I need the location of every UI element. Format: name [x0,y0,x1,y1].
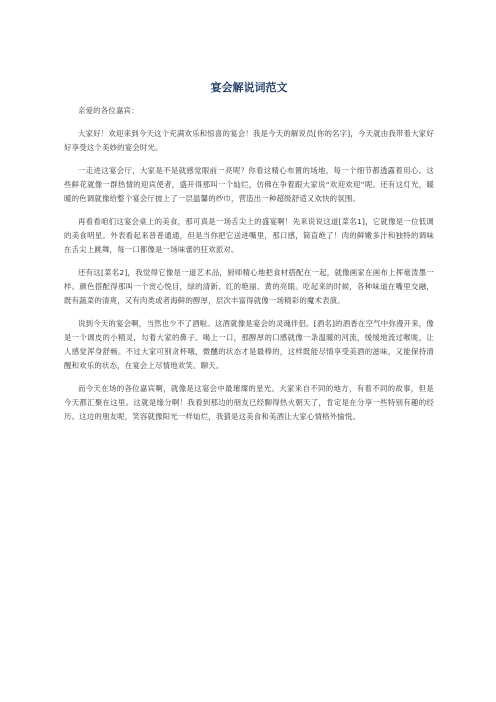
document-title: 宴会解说词范文 [210,81,288,94]
welcome-paragraph: 大家好！欢迎来到今天这个充满欢乐和惊喜的宴会！我是今天的解说员[你的名字]，今天就由我带着大家好好享受这个美妙的宴会时光。 [64,129,434,152]
document-page [64,80,434,433]
dish-paragraph: 还有这[菜名2]，我觉得它像是一道艺术品，厨师精心地把食材搭配在一起，就像画家在画布上挥毫泼墨一样。颜色搭配得那叫一个赏心悦目，绿的清新、红的艳丽、黄的亮眼。吃起来的时候，各种味道在嘴里交融，既有蔬菜的清爽，又有肉类或者海鲜的醇厚，层次丰富得就像一场精彩的魔术表演。 [64,268,434,305]
food-paragraph: 再看看咱们这宴会桌上的美食，那可真是一场舌尖上的盛宴啊！先来说说这道[菜名1]，它就像是一位低调的美食明星。外表看起来普普通通，但是当你把它送进嘴里，那口感，简直绝了！肉的鲜嫩多汁和独特的调味在舌尖上跳舞，每一口都像是一场味蕾的狂欢派对。 [64,217,434,254]
venue-paragraph: 一走进这宴会厅，大家是不是就感觉眼前一亮呢？你看这精心布置的场地，每一个细节都透露着用心。这些鲜花就像一群热情的迎宾使者，盛开得那叫一个灿烂，仿佛在争着跟大家说“欢迎欢迎”呢。还有这灯光，暖暖的色调就像给整个宴会厅披上了一层温馨的纱巾，营造出一种超级舒适又欢快的氛围。 [64,166,434,203]
guests-paragraph: 而今天在场的各位嘉宾啊，就像是这宴会中最璀璨的星光。大家来自不同的地方，有着不同的故事，但是今天都汇聚在这里。这就是缘分啊！我看到那边的朋友已经聊得热火朝天了，肯定是在分享一些特别有趣的经历。这边的朋友呢，笑容就像阳光一样灿烂，我猜是这美食和美酒让大家心情格外愉悦。 [64,384,434,421]
greeting-paragraph: 亲爱的各位嘉宾： [78,106,139,115]
wine-paragraph: 说到今天的宴会啊，当然也少不了酒啦。这酒就像是宴会的灵魂伴侣。[酒名]的酒香在空气中弥漫开来，像是一个调皮的小精灵，勾着大家的鼻子。喝上一口，那醇厚的口感就像一条温暖的河流，缓缓地流过喉咙，让人感觉浑身舒畅。不过大家可别贪杯哦，微醺的状态才是最棒的，这样既能尽情享受美酒的滋味，又能保持清醒和欢乐的状态，在宴会上尽情地欢笑、聊天。 [64,319,434,370]
